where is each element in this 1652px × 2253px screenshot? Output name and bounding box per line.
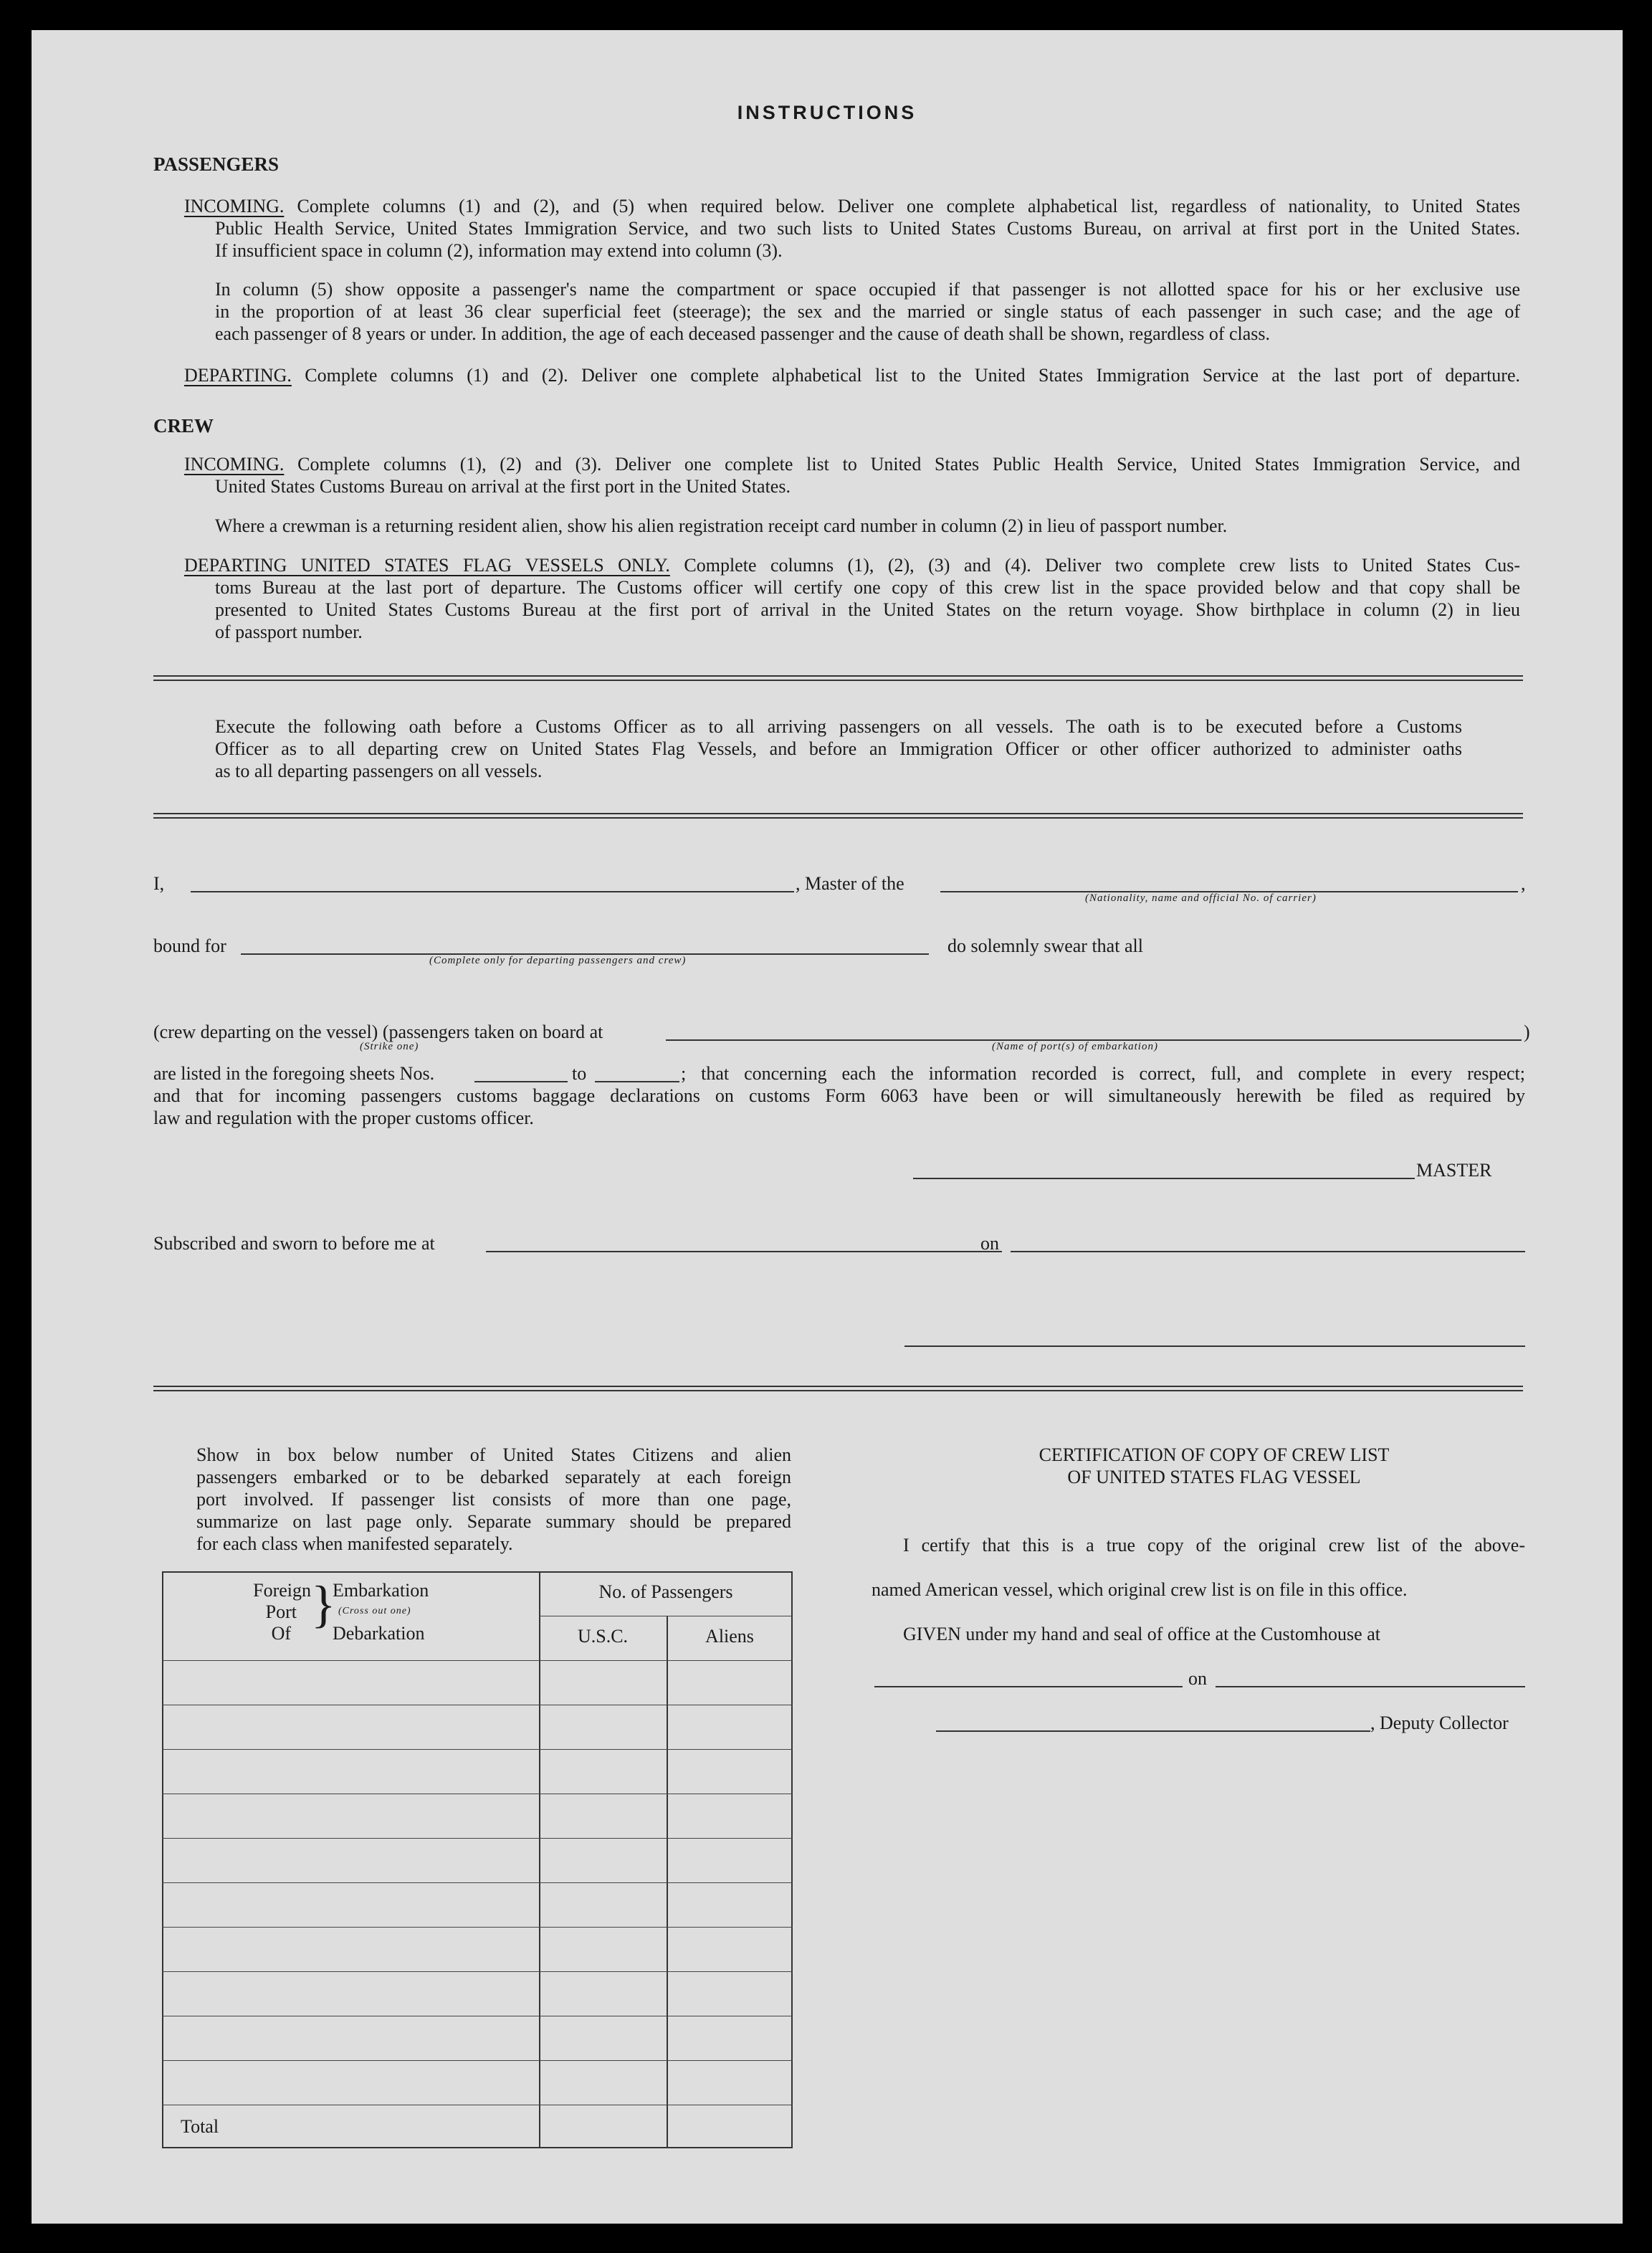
summary-instr-line1: Show in box below number of United States Citizens and alien bbox=[196, 1444, 791, 1465]
sheets-to-label: to bbox=[572, 1063, 587, 1084]
passengers-incoming-label: INCOMING. bbox=[184, 196, 285, 216]
certification-text-line3: GIVEN under my hand and seal of office at the Customhouse at bbox=[903, 1624, 1380, 1644]
crew-departing-label: DEPARTING UNITED STATES FLAG VESSELS ONLY. bbox=[184, 555, 670, 576]
master-label: MASTER bbox=[1416, 1160, 1492, 1181]
carrier-caption: (Nationality, name and official No. of carrier) bbox=[1085, 892, 1317, 904]
document-page bbox=[32, 30, 1623, 2224]
crew-heading: CREW bbox=[153, 415, 214, 437]
oath-instruction-line1: Execute the following oath before a Customs Officer as to all arriving passengers on all vessels. The oath is to be executed before a Customs bbox=[215, 716, 1462, 737]
close-paren: ) bbox=[1524, 1021, 1530, 1042]
certification-text-line2: named American vessel, which original crew list is on file in this office. bbox=[872, 1579, 1408, 1600]
col-header-usc: U.S.C. bbox=[577, 1626, 629, 1647]
sworn-date-field[interactable] bbox=[1011, 1251, 1525, 1252]
table-row bbox=[162, 1927, 793, 1928]
section-divider bbox=[153, 813, 1523, 819]
crew-departing-text: Complete columns (1), (2), (3) and (4). Deliver two complete crew lists to United States Cus- bbox=[684, 555, 1521, 576]
oath-line3: law and regulation with the proper customs officer. bbox=[153, 1108, 534, 1128]
bound-for-label: bound for bbox=[153, 935, 226, 956]
summary-instr-line3: port involved. If passenger list consists of more than one page, bbox=[196, 1489, 791, 1510]
crew-passengers-text: (crew departing on the vessel) (passengers taken on board at bbox=[153, 1021, 603, 1042]
officer-signature-field[interactable] bbox=[904, 1345, 1525, 1347]
sheets-to-field[interactable] bbox=[595, 1081, 679, 1082]
total-label: Total bbox=[181, 2116, 219, 2137]
crew-incoming-line1 bbox=[184, 453, 1520, 475]
oath-instruction-line2: Officer as to all departing crew on United States Flag Vessels, and before an Immigration Officer or other officer authorized to administer oaths bbox=[215, 738, 1462, 759]
section-divider bbox=[153, 1386, 1523, 1391]
page-title: INSTRUCTIONS bbox=[737, 102, 917, 123]
certification-on-label: on bbox=[1188, 1668, 1207, 1689]
passengers-departing-text: Complete columns (1) and (2). Deliver one complete alphabetical list to the United States Immigration Service at the last port of departure. bbox=[305, 365, 1520, 386]
col-header-of: Of bbox=[271, 1623, 291, 1644]
passengers-departing-label: DEPARTING. bbox=[184, 365, 292, 386]
comma: , bbox=[1521, 873, 1526, 894]
crew-departing-line3: presented to United States Customs Bureau at the first port of arrival in the United States on the return voyage. Show birthplace in column (2) in lieu bbox=[215, 599, 1520, 620]
bound-caption: (Complete only for departing passengers and crew) bbox=[429, 955, 687, 966]
ports-caption: (Name of port(s) of embarkation) bbox=[992, 1041, 1158, 1052]
passengers-heading: PASSENGERS bbox=[153, 153, 280, 175]
crew-departing-line2: toms Bureau at the last port of departure. The Customs officer will certify one copy of this crew list in the space provided below and that copy shall be bbox=[215, 577, 1520, 598]
certification-title-line2: OF UNITED STATES FLAG VESSEL bbox=[1067, 1467, 1361, 1487]
crew-incoming-line2: United States Customs Bureau on arrival at the first port in the United States. bbox=[215, 476, 791, 497]
crew-incoming-label: INCOMING. bbox=[184, 454, 285, 475]
col-header-embarkation: Embarkation bbox=[333, 1580, 429, 1601]
table-row bbox=[162, 1971, 793, 1972]
passengers-incoming-line2: Public Health Service, United States Immigration Service, and two such lists to United States Customs Bureau, on arrival at first port in the United States. bbox=[215, 218, 1520, 239]
master-signature-field[interactable] bbox=[913, 1178, 1415, 1179]
cross-out-caption: (Cross out one) bbox=[338, 1606, 411, 1616]
summary-instr-line4: summarize on last page only. Separate summary should be prepared bbox=[196, 1511, 791, 1532]
sheets-from-field[interactable] bbox=[474, 1081, 568, 1082]
certification-title-line1: CERTIFICATION OF COPY OF CREW LIST bbox=[1039, 1444, 1390, 1465]
sworn-on-label: on bbox=[980, 1233, 999, 1254]
crew-departing-line1 bbox=[184, 554, 1520, 576]
col-header-debarkation: Debarkation bbox=[333, 1623, 425, 1644]
column5-line1: In column (5) show opposite a passenger's name the compartment or space occupied if that passenger is not allotted space for his or her exclusive use bbox=[215, 279, 1520, 300]
section-divider bbox=[153, 675, 1523, 681]
oath-instruction-line3: as to all departing passengers on all vessels. bbox=[215, 761, 543, 781]
passenger-summary-table bbox=[162, 1571, 793, 2148]
customhouse-field[interactable] bbox=[874, 1686, 1183, 1687]
table-col-divider bbox=[539, 1571, 540, 2148]
passengers-incoming-line1 bbox=[184, 195, 1520, 217]
master-name-field[interactable] bbox=[191, 891, 794, 892]
column5-line3: each passenger of 8 years or under. In addition, the age of each deceased passenger and the cause of death shall be shown, regardless of class. bbox=[215, 323, 1271, 344]
oath-line2: and that for incoming passengers customs baggage declarations on customs Form 6063 have been or will simultaneously herewith be filed as required by bbox=[153, 1085, 1525, 1106]
deputy-signature-field[interactable] bbox=[936, 1730, 1370, 1732]
sheets-label: are listed in the foregoing sheets Nos. bbox=[153, 1063, 435, 1084]
col-header-port: Port bbox=[265, 1601, 297, 1622]
certification-date-field[interactable] bbox=[1216, 1686, 1525, 1687]
summary-instr-line2: passengers embarked or to be debarked separately at each foreign bbox=[196, 1467, 791, 1487]
table-row bbox=[162, 1660, 793, 1661]
table-row bbox=[162, 2060, 793, 2061]
brace-icon: } bbox=[311, 1576, 336, 1633]
crew-departing-line4: of passport number. bbox=[215, 621, 363, 642]
table-row bbox=[162, 1882, 793, 1883]
master-of-label: , Master of the bbox=[796, 873, 904, 894]
col-header-aliens: Aliens bbox=[705, 1626, 754, 1647]
swear-text: do solemnly swear that all bbox=[947, 935, 1143, 956]
sworn-place-field[interactable] bbox=[486, 1251, 1002, 1252]
deputy-collector-label: , Deputy Collector bbox=[1370, 1713, 1509, 1733]
subscribed-label: Subscribed and sworn to before me at bbox=[153, 1233, 435, 1254]
sheets-continued-text: ; that concerning each the information recorded is correct, full, and complete in every respect; bbox=[681, 1063, 1525, 1084]
table-row bbox=[162, 1749, 793, 1750]
crew-incoming-text: Complete columns (1), (2) and (3). Deliver one complete list to United States Public Health Service, United States Immigration Service, and bbox=[297, 454, 1521, 475]
column5-line2: in the proportion of at least 36 clear superficial feet (steerage); the sex and the married or single status of each passenger in such case; and the age of bbox=[215, 301, 1520, 322]
passengers-departing-line bbox=[184, 364, 1520, 386]
oath-i-label: I, bbox=[153, 873, 165, 894]
col-header-foreign: Foreign bbox=[253, 1580, 311, 1601]
summary-instr-line5: for each class when manifested separately. bbox=[196, 1533, 513, 1554]
crew-alien-note: Where a crewman is a returning resident alien, show his alien registration receipt card number in column (2) in lieu of passport number. bbox=[215, 515, 1228, 536]
passengers-incoming-line3: If insufficient space in column (2), information may extend into column (3). bbox=[215, 240, 783, 261]
table-row bbox=[162, 1838, 793, 1839]
passengers-incoming-text: Complete columns (1) and (2), and (5) when required below. Deliver one complete alphabetical list, regardless of nationality, to United States bbox=[297, 196, 1520, 216]
strike-caption: (Strike one) bbox=[360, 1041, 419, 1052]
certification-text-line1: I certify that this is a true copy of the original crew list of the above- bbox=[903, 1535, 1525, 1556]
col-header-passengers: No. of Passengers bbox=[598, 1581, 733, 1602]
